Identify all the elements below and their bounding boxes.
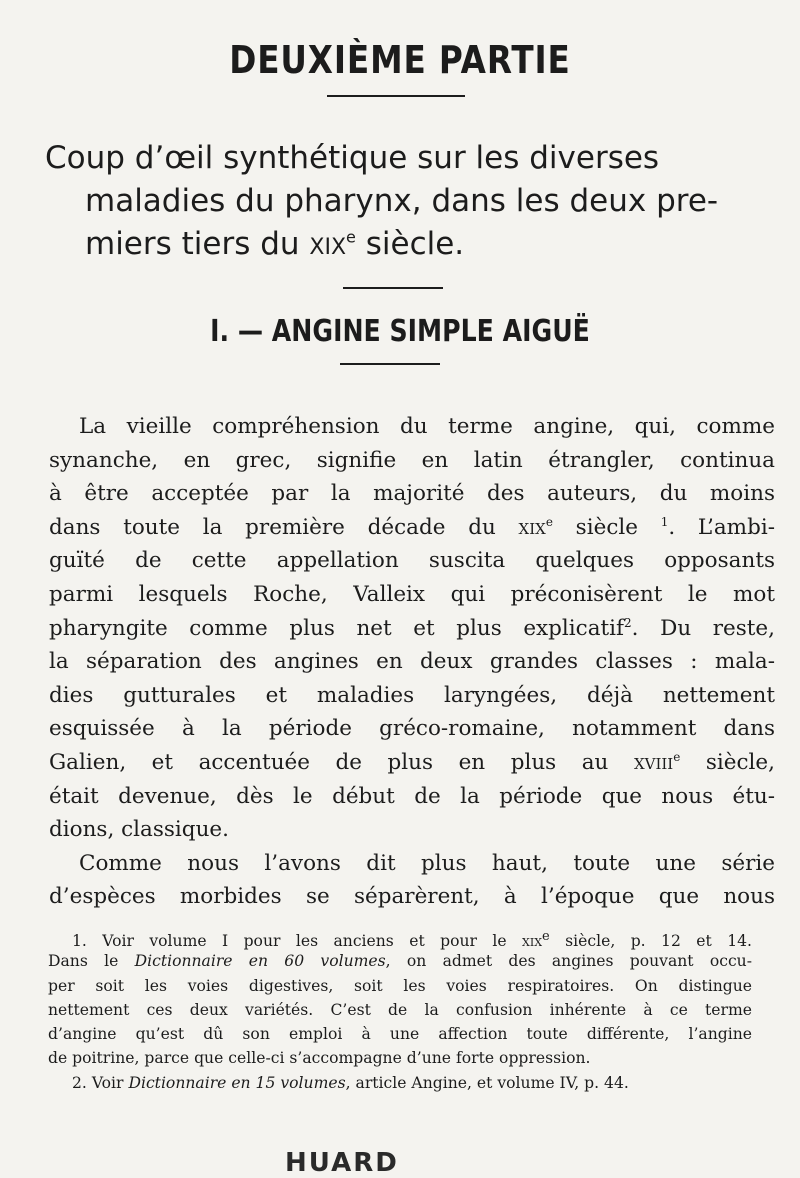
body-line: La vieille compréhension du terme angine, qui, comme (79, 414, 775, 439)
subtitle-line-3: miers tiers du xix$^e$ siècle. (85, 226, 465, 262)
body-line: parmi lesquels Roche, Valleix qui préconisèrent le mot (49, 581, 775, 607)
body-line: synanche, en grec, signifie en latin étrangler, continua (49, 447, 775, 473)
subtitle-line-1: Coup d’œil synthétique sur les diverses (45, 140, 660, 176)
footnote-line: 1. Voir volume I pour les anciens et pour le xix$^e$ siècle, p. 12 et 14. (72, 929, 752, 951)
footnote-ref-1: 1 (660, 514, 669, 529)
body-line: esquissée à la période gréco-romaine, notamment dans (49, 716, 775, 742)
subtitle-line-2: maladies du pharynx, dans les deux pre- (85, 183, 719, 219)
body-line: la séparation des angines en deux grandes classes : mala- (49, 649, 775, 675)
footnote-line: nettement ces deux variétés. C’est de la confusion inhérente à ce terme (48, 1000, 752, 1019)
body-line: pharyngite comme plus net et plus explicatif$^2$. Du reste, (49, 615, 775, 641)
body-line: dies gutturales et maladies laryngées, déjà nettement (49, 682, 775, 708)
body-paragraphs (49, 410, 775, 914)
body-line: Comme nous l’avons dit plus haut, toute une série (79, 850, 775, 876)
body-line: dions, classique. (49, 817, 229, 843)
subtitle-rule (343, 287, 443, 289)
footnote-line: d’angine qu’est dû son emploi à une affection toute différente, l’angine (48, 1025, 752, 1044)
bottom-stamp: HUARD (285, 1148, 399, 1178)
footnotes (48, 925, 752, 1095)
footnote-line: 2. Voir Dictionnaire en 15 volumes, article Angine, et volume IV, p. 44. (72, 1073, 629, 1092)
footnote-line: de poitrine, parce que celle-ci s’accompagne d’une forte oppression. (48, 1049, 591, 1068)
chapter-subtitle (45, 137, 765, 266)
footnote-line: Dans le Dictionnaire en 60 volumes, on admet des angines pouvant occu- (48, 952, 752, 971)
body-line: d’espèces morbides se séparèrent, à l’époque que nous (49, 884, 775, 910)
section-rule (340, 363, 440, 365)
section-title: I. — ANGINE SIMPLE AIGUË (210, 314, 590, 349)
body-line: Galien, et accentuée de plus en plus au xviii$^e$ siècle, (49, 749, 775, 775)
part-title: DEUXIÈME PARTIE (229, 38, 571, 82)
body-line: à être acceptée par la majorité des auteurs, du moins (49, 481, 775, 507)
footnote-ref-2: 2 (624, 615, 632, 630)
footnote-line: per soit les voies digestives, soit les voies respiratoires. On distingue (48, 976, 752, 995)
body-line: dans toute la première décade du xix$^e$ siècle $^1$. L’ambi- (49, 514, 775, 540)
title-rule (327, 95, 465, 97)
body-line: était devenue, dès le début de la période que nous étu- (49, 783, 775, 809)
body-line: guïté de cette appellation suscita quelques opposants (49, 548, 775, 574)
